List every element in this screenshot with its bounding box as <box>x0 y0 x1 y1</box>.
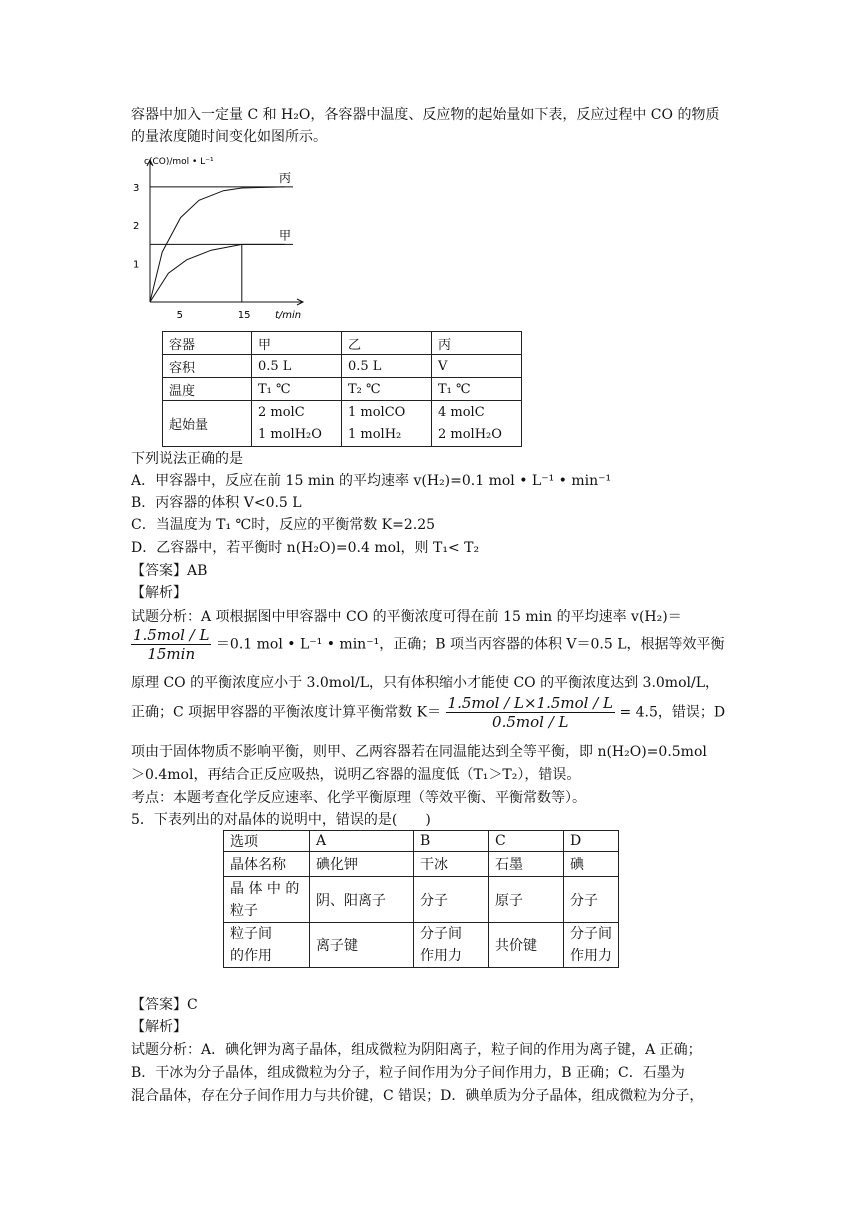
table2-cell <box>564 877 619 923</box>
table1-cell <box>432 332 522 355</box>
table2-row <box>224 852 619 877</box>
x-tick-label: 15 <box>237 310 251 321</box>
q4-option-b: B．丙容器的体积 V<0.5 L <box>131 495 302 511</box>
y-tick-label: 1 <box>133 259 140 271</box>
table2-cell <box>414 877 489 923</box>
table2-cell-text: B <box>420 833 431 849</box>
table2-row <box>224 831 619 852</box>
table2-cell <box>414 923 489 968</box>
table2-cell <box>224 923 310 968</box>
table1-cell-text: 0.5 L <box>348 358 382 374</box>
k-fraction <box>446 694 615 731</box>
q4-option-d: D．乙容器中，若平衡时 n(H₂O)=0.4 mol，则 T₁< T₂ <box>131 540 480 556</box>
table1-row <box>163 355 522 378</box>
q4-analysis-p2-text: ＝0.1 mol • L⁻¹ • min⁻¹，正确；B 项当丙容器的体积 V＝0.5 L，根据等效平衡 <box>215 636 725 653</box>
y-tick-label: 2 <box>133 221 140 233</box>
container-conditions-table <box>162 331 522 447</box>
q5-analysis-p1: 试题分析：A．碘化钾为离子晶体，组成微粒为阴阳离子，粒子间的作用为离子键，A 正确； <box>131 1042 702 1058</box>
table2-cell-text: 阴、阳离子 <box>316 892 386 909</box>
table2-cell <box>564 923 619 968</box>
co-concentration-chart <box>128 150 318 325</box>
k-fraction-numerator: 1.5mol / L×1.5mol / L <box>447 694 614 712</box>
table1-cell <box>163 355 252 378</box>
table1-cell <box>432 378 522 401</box>
table1-cell <box>252 332 342 355</box>
y-tick-label: 3 <box>133 182 140 194</box>
q4-option-c: C．当温度为 T₁ ℃时，反应的平衡常数 K=2.25 <box>131 517 436 533</box>
table2-cell-text: A <box>316 833 327 849</box>
q4-analysis-p7: 考点：本题考查化学反应速率、化学平衡原理（等效平衡、平衡常数等）。 <box>131 790 586 806</box>
table2-row <box>224 877 619 923</box>
table1-cell-text: 起始量 <box>169 418 209 433</box>
table1-cell-text: 丙 <box>438 337 452 353</box>
x-axis-label: t/min <box>275 310 302 321</box>
table2-cell-text: 石墨 <box>495 857 523 873</box>
table1-cell-text: 容积 <box>169 360 196 376</box>
table2-cell-text: 离子键 <box>316 938 358 954</box>
y-axis-label: c(CO)/mol • L⁻¹ <box>144 157 214 167</box>
table2-cell-text: D <box>570 833 582 849</box>
q4-analysis-p4-tail: = 4.5，错误；D <box>619 704 726 721</box>
q4-analysis-p1: 试题分析：A 项根据图中甲容器中 CO 的平衡浓度可得在前 15 min 的平均速率 v(H₂)＝ <box>131 609 682 625</box>
table2-cell <box>489 852 564 877</box>
q4-analysis-p4-text: 正确；C 项据甲容器的平衡浓度计算平衡常数 K＝ <box>131 704 442 721</box>
table1-cell <box>252 355 342 378</box>
table2-cell <box>564 831 619 852</box>
table1-row <box>163 401 522 447</box>
table2-cell <box>414 852 489 877</box>
intro-line-1: 容器中加入一定量 C 和 H₂O，各容器中温度、反应物的起始量如下表，反应过程中 CO 的物质 <box>131 107 720 123</box>
table1-cell <box>342 355 432 378</box>
table1-cell <box>342 332 432 355</box>
q5-stem: 5．下表列出的对晶体的说明中，错误的是( ) <box>131 812 431 828</box>
table2-cell <box>310 877 414 923</box>
table2-cell <box>224 877 310 923</box>
q5-answer: 【答案】C <box>131 997 198 1013</box>
table1-cell <box>342 401 432 447</box>
table1-cell-text: 1 molH₂O <box>258 426 322 442</box>
table2-cell <box>489 877 564 923</box>
table1-cell-text: 2 molH₂O <box>438 426 502 442</box>
table1-cell-text: T₁ ℃ <box>438 381 471 397</box>
table1-cell <box>252 378 342 401</box>
table1-cell-text: 0.5 L <box>258 358 292 374</box>
table1-row <box>163 378 522 401</box>
table2-cell-text: 碘化钾 <box>316 857 358 873</box>
q4-stem: 下列说法正确的是 <box>131 451 243 467</box>
table1-cell-text: T₁ ℃ <box>258 381 291 397</box>
table2-cell-text: C <box>495 833 506 849</box>
table2-cell-text: 碘 <box>570 857 584 873</box>
q4-answer: 【答案】AB <box>131 563 208 579</box>
rate-fraction <box>131 626 211 663</box>
table1-cell-text: 4 molC <box>438 404 485 420</box>
table2-cell-text: 干冰 <box>420 857 448 873</box>
intro-line-2: 的量浓度随时间变化如图所示。 <box>131 129 327 145</box>
table2-cell-text: 晶体名称 <box>230 857 286 873</box>
table1-cell <box>163 378 252 401</box>
table2-cell-text: 晶 体 中 的 <box>230 880 300 897</box>
table2-cell-text: 选项 <box>230 834 258 850</box>
table1-cell <box>163 401 252 447</box>
table2-cell <box>224 831 310 852</box>
table2-cell <box>489 831 564 852</box>
table1-cell-text: 2 molC <box>258 404 305 420</box>
rate-fraction-numerator: 1.5mol / L <box>133 626 210 644</box>
table1-cell <box>252 401 342 447</box>
table2-cell <box>310 831 414 852</box>
table1-cell <box>432 355 522 378</box>
table2-cell <box>564 852 619 877</box>
table1-cell-text: 温度 <box>169 383 196 399</box>
k-fraction-denominator: 0.5mol / L <box>492 713 569 731</box>
q5-analysis-label: 【解析】 <box>131 1019 187 1035</box>
table2-cell-text: 作用力 <box>420 948 462 964</box>
table1-cell <box>432 401 522 447</box>
table1-cell-text: T₂ ℃ <box>348 381 381 397</box>
table2-cell-text: 分子间 <box>420 926 462 942</box>
series-curve <box>150 244 285 302</box>
table1-cell-text: 容器 <box>169 337 196 353</box>
table2-cell-text: 作用力 <box>570 948 612 964</box>
table2-cell-text: 分子 <box>570 892 598 909</box>
q4-analysis-p3: 原理 CO 的平衡浓度应小于 3.0mol/L，只有体积缩小才能使 CO 的平衡浓度达到 3.0mol/L， <box>131 675 719 691</box>
table2-cell-text: 原子 <box>495 892 523 909</box>
table2-cell <box>489 923 564 968</box>
table2-cell <box>414 831 489 852</box>
q4-analysis-p4 <box>131 694 725 731</box>
table2-cell-text: 分子 <box>420 892 448 909</box>
table1-cell <box>163 332 252 355</box>
table2-cell-text: 共价键 <box>495 938 537 954</box>
series-label: 丙 <box>279 170 292 185</box>
table1-cell-text: 甲 <box>258 337 272 353</box>
table1-cell <box>342 378 432 401</box>
table2-cell <box>310 852 414 877</box>
table2-cell <box>310 923 414 968</box>
series-label: 甲 <box>279 228 292 243</box>
q5-analysis-p3: 混合晶体，存在分子间作用力与共价键，C 错误；D．碘单质为分子晶体，组成微粒为分子， <box>131 1088 704 1104</box>
table2-cell <box>224 852 310 877</box>
table1-row <box>163 332 522 355</box>
table1-cell-text: 1 molCO <box>348 404 406 420</box>
table1-cell-text: 1 molH₂ <box>348 426 402 442</box>
table2-cell-text: 粒子 <box>230 902 258 919</box>
table2-cell-text: 的作用 <box>230 948 272 964</box>
table2-cell-text: 粒子间 <box>230 926 272 942</box>
table1-cell-text: 乙 <box>348 337 362 353</box>
q5-analysis-p2: B．干冰为分子晶体，组成微粒为分子，粒子间作用为分子间作用力，B 正确；C．石墨为 <box>131 1065 685 1081</box>
q4-analysis-p6: ＞0.4mol，再结合正反应吸热，说明乙容器的温度低（T₁＞T₂），错误。 <box>131 767 581 783</box>
q4-option-a: A．甲容器中，反应在前 15 min 的平均速率 v(H₂)=0.1 mol • L⁻¹ • min⁻¹ <box>131 473 612 489</box>
x-tick-label: 5 <box>176 310 183 321</box>
q4-analysis-p5: 项由于固体物质不影响平衡，则甲、乙两容器若在同温能达到全等平衡，即 n(H₂O)=0.5mol <box>131 744 707 760</box>
crystal-table <box>223 830 619 968</box>
table2-row <box>224 923 619 968</box>
table1-cell-text: V <box>438 358 448 374</box>
q4-analysis-label: 【解析】 <box>131 585 187 601</box>
q4-analysis-p2 <box>131 626 725 663</box>
rate-fraction-denominator: 15min <box>147 645 196 663</box>
table2-cell-text: 分子间 <box>570 926 612 942</box>
